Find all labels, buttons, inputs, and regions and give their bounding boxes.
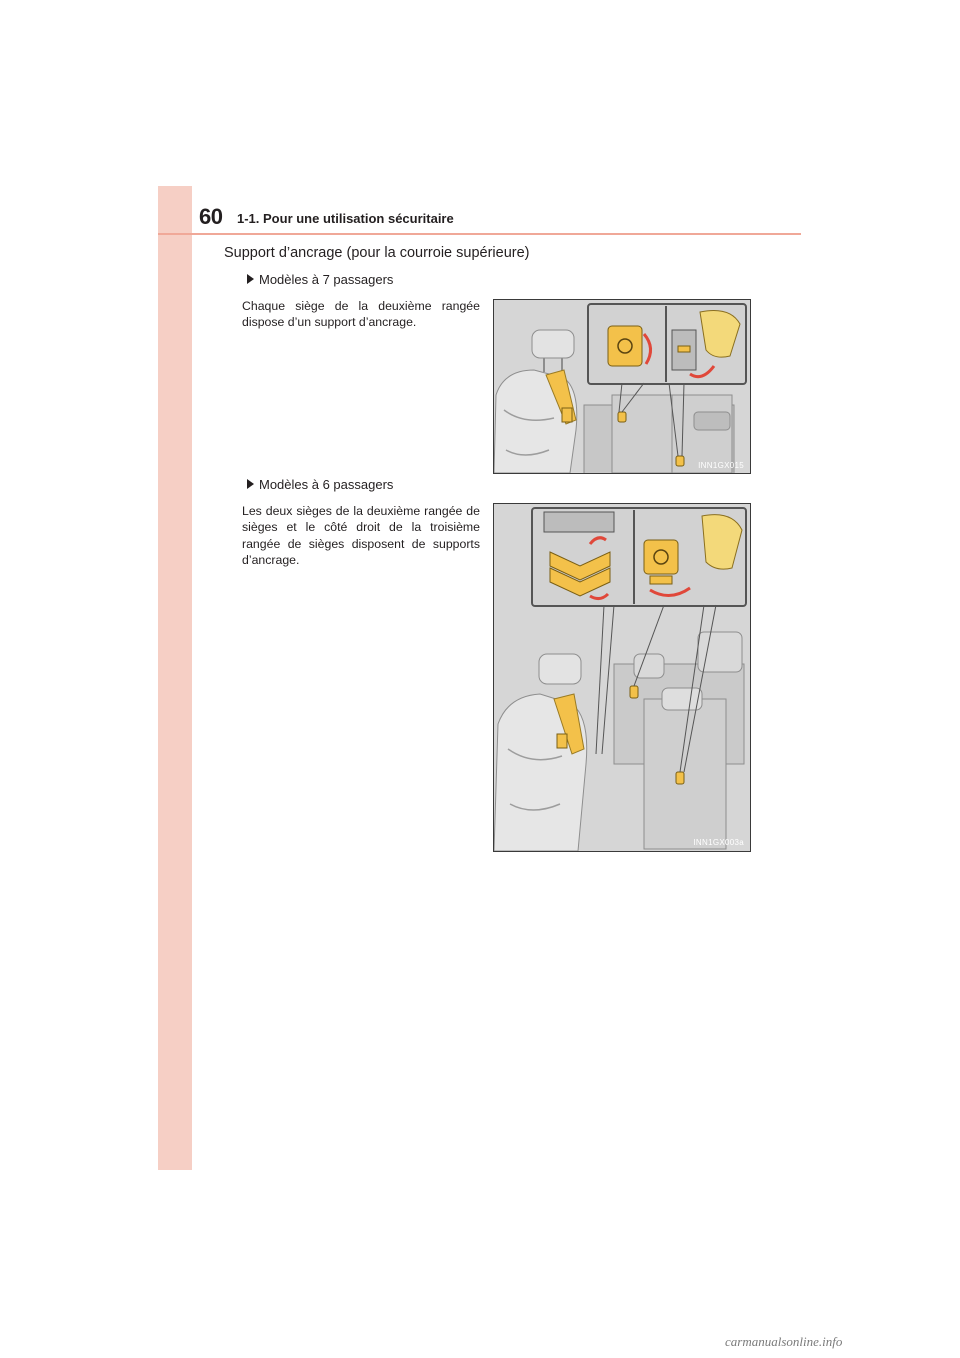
footer-watermark: carmanualsonline.info [725,1334,843,1349]
figure-6-seats [493,503,751,852]
figure-code: INN1GX015 [698,461,744,470]
side-band [158,186,192,1170]
figure-7-seats [493,299,751,474]
variant-description-7-seats: Chaque siège de la deuxième rangée dispose d’un support d’ancrage. [242,299,480,330]
triangle-bullet-icon [247,479,254,489]
chapter-title: 1-1. Pour une utilisation sécuritaire [237,211,454,226]
variant-label-text: Modèles à 7 passagers [259,272,394,287]
figure-code: INN1GX003a [693,838,744,847]
variant-description-6-seats: Les deux sièges de la deuxième rangée de sièges et le côté droit de la troisième rangée de sièges disposent de supports d’ancrage. [242,504,480,567]
page-number: 60 [199,204,223,229]
section-title: Support d’ancrage (pour la courroie supérieure) [224,245,530,261]
triangle-bullet-icon [247,274,254,284]
variant-label-text: Modèles à 6 passagers [259,477,394,492]
header-rule [158,233,801,235]
variant-label-7-seats [247,272,393,287]
variant-label-6-seats [247,477,393,492]
